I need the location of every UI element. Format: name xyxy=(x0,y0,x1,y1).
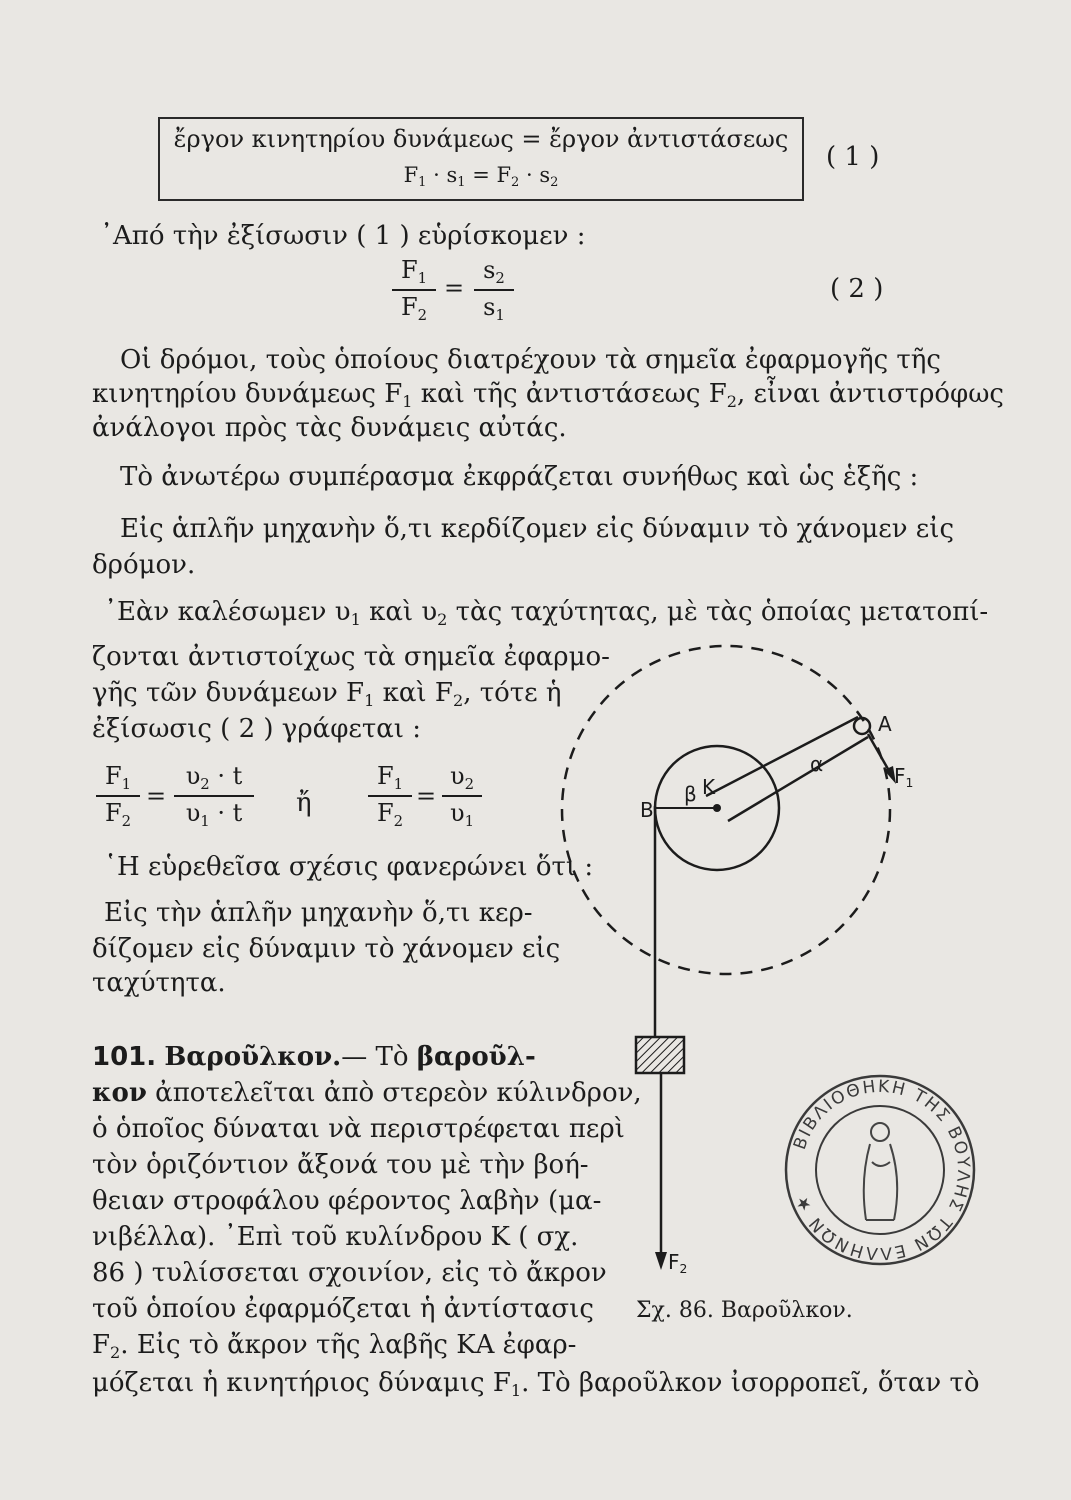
text-line: $F_2$. Εἰς τὸ ἄκρον τῆς λαβῆς ΚΑ ἐφαρ- xyxy=(92,1330,577,1363)
fraction-f1-f2-c: $F_1$ $F_2$ xyxy=(368,762,412,830)
text-line: ὁ ὁποῖος δύναται νὰ περιστρέφεται περὶ xyxy=(92,1114,625,1144)
arrow-head-icon xyxy=(655,1252,667,1270)
text-line: Εἰς τὴν ἁπλῆν μηχανὴν ὅ,τι κερ- xyxy=(104,898,533,928)
text-line: ἐξίσωσις ( 2 ) γράφεται : xyxy=(92,714,422,744)
text-line: ᾿Εὰν καλέσωμεν $\upsilon_1$ καὶ $\upsilon_2$ τὰς ταχύτητας, μὲ τὰς ὁποίας μετατοπί- xyxy=(104,597,989,630)
equals-sign: = xyxy=(444,274,465,302)
label-B: B xyxy=(640,798,654,822)
equation-number-2: ( 2 ) xyxy=(830,274,884,304)
crank-path-circle xyxy=(562,646,890,974)
text-line: ζονται ἀντιστοίχως τὰ σημεῖα ἐφαρμο- xyxy=(92,642,610,672)
text-line: δίζομεν εἰς δύναμιν τὸ χάνομεν εἰς xyxy=(92,934,561,964)
library-stamp xyxy=(780,1070,980,1270)
text-line: κον ἀποτελεῖται ἀπὸ στερεὸν κύλινδρον, xyxy=(92,1078,642,1108)
section-title: Βαροῦλκον. xyxy=(164,1042,342,1072)
crank-handle-edge xyxy=(728,737,868,821)
text-line: 86 ) τυλίσσεται σχοινίον, εἰς τὸ ἄκρον xyxy=(92,1258,607,1288)
label-beta: β xyxy=(684,782,697,806)
text-line: Οἱ δρόμοι, τοὺς ὁποίους διατρέχουν τὰ σημεῖα ἐφαρμογῆς τῆς xyxy=(120,345,941,375)
text-line: μόζεται ἡ κινητήριος δύναμις $F_1$. Τὸ βαροῦλκον ἰσορροπεῖ, ὅταν τὸ xyxy=(92,1368,980,1401)
label-A: A xyxy=(878,712,892,736)
fraction-f1-f2: $F_1$ $F_2$ xyxy=(392,256,436,324)
fraction-s2-s1: $s_2$ $s_1$ xyxy=(474,256,514,324)
section-number: 101. xyxy=(92,1042,157,1072)
equation-number-1: ( 1 ) xyxy=(826,142,880,172)
section-heading-line: 101. Βαροῦλκον.— Τὸ βαροῦλ- xyxy=(92,1042,536,1072)
fraction-f1-f2-b: $F_1$ $F_2$ xyxy=(96,762,140,830)
text-line: Τὸ ἀνωτέρω συμπέρασμα ἐκφράζεται συνήθως καὶ ὡς ἑξῆς : xyxy=(120,462,919,492)
equals-sign: = xyxy=(146,782,167,810)
text-line: Εἰς ἁπλῆν μηχανὴν ὅ,τι κερδίζομεν εἰς δύναμιν τὸ χάνομεν εἰς xyxy=(120,514,955,544)
text-line: τὸν ὁριζόντιον ἄξονά του μὲ τὴν βοή- xyxy=(92,1150,589,1180)
load-weight xyxy=(636,1037,684,1073)
label-F2: $F_2$ xyxy=(668,1250,688,1276)
text-line: ταχύτητα. xyxy=(92,968,226,998)
text-line: νιβέλλα). ᾿Επὶ τοῦ κυλίνδρου Κ ( σχ. xyxy=(92,1222,579,1252)
equals-sign: = xyxy=(416,782,437,810)
figure-caption: Σχ. 86. Βαροῦλκον. xyxy=(636,1298,853,1323)
fraction-v2t-v1t: $\upsilon_2 \cdot t$ $\upsilon_1 \cdot t$ xyxy=(174,762,254,830)
label-K: K xyxy=(702,775,716,799)
text-line: θειαν στροφάλου φέροντος λαβὴν (μα- xyxy=(92,1186,602,1216)
text-line-p1: ᾿Από τὴν ἐξίσωσιν ( 1 ) εὑρίσκομεν : xyxy=(100,221,586,251)
equation-box-line1: ἔργον κινητηρίου δυνάμεως = ἔργον ἀντιστάσεως xyxy=(173,125,789,153)
stamp-figure-icon xyxy=(864,1123,897,1220)
label-alpha: α xyxy=(810,752,824,776)
stamp-text: ΒΙΒΛΙΟΘΗΚΗ ΤΗΣ ΒΟΥΛΗΣ ΤΩΝ ΕΛΛΗΝΩΝ ★ xyxy=(790,1076,974,1264)
text-line: τοῦ ὁποίου ἐφαρμόζεται ἡ ἀντίστασις xyxy=(92,1294,594,1324)
label-F1: $F_1$ xyxy=(894,764,914,790)
text-line: δρόμον. xyxy=(92,550,196,580)
text-line: ῾Η εὑρεθεῖσα σχέσις φανερώνει ὅτι : xyxy=(104,852,594,882)
text-line: ἀνάλογοι πρὸς τὰς δυνάμεις αὐτάς. xyxy=(92,413,567,443)
fraction-v2-v1: $\upsilon_2$ $\upsilon_1$ xyxy=(442,762,482,830)
text-line: γῆς τῶν δυνάμεων $F_1$ καὶ $F_2$, τότε ἡ xyxy=(92,678,562,711)
text-line: κινητηρίου δυνάμεως $F_1$ καὶ τῆς ἀντιστάσεως $F_2$, εἶναι ἀντιστρόφως xyxy=(92,379,1004,412)
or-word: ἤ xyxy=(296,788,312,818)
equation-box-line2: $F_1 \cdot s_1 = F_2 \cdot s_2$ xyxy=(403,163,559,191)
